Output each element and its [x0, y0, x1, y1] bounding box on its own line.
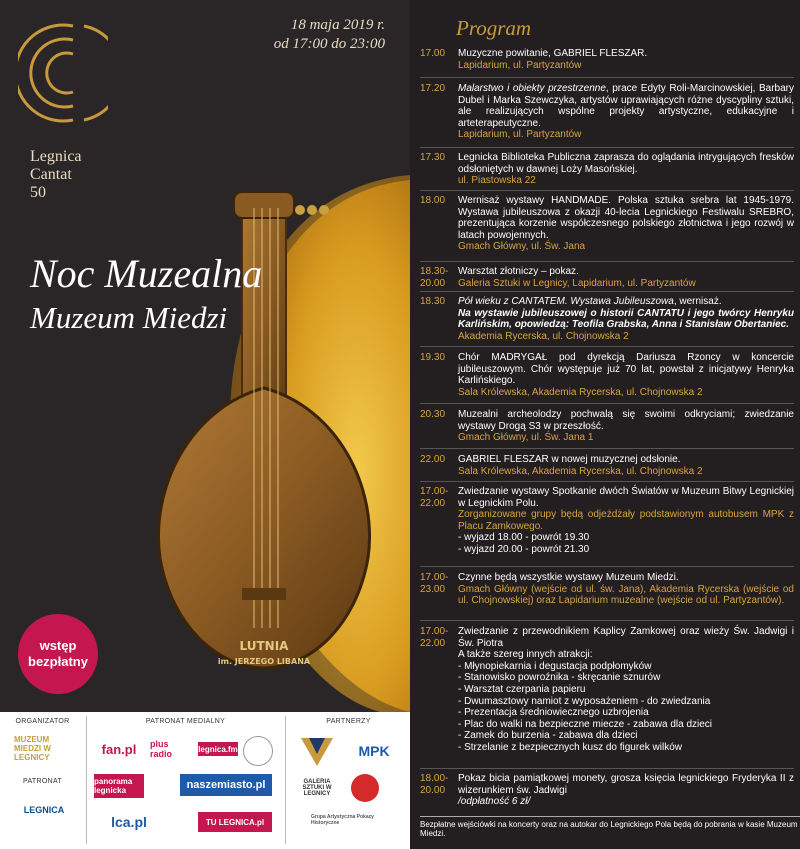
event-text: Czynne będą wszystkie wystawy Muzeum Miedzi. — [458, 572, 679, 583]
event-text: Chór MADRYGAŁ pod dyrekcją Dariusza Rzoncy w koncercie jubileuszowym. Chór występuje już 70 lat, powstał z inicjatywy Henryka Karlińskiego. — [458, 352, 794, 387]
list-item: - Zamek do burzenia - zabawa dla dzieci — [458, 730, 638, 742]
event-text: Pokaz bicia pamiątkowej monety, grosza księcia legnickiego Fryderyka II z wizerunkiem św. Jadwigi — [458, 773, 794, 796]
event-time: 22.00 — [420, 454, 446, 465]
partner-logo-grupa: Grupa Artystyczna Pokazy Historyczne — [311, 814, 374, 826]
time-text: od 17:00 do 23:00 — [273, 36, 385, 52]
event-location: Gmach Główny, ul. Św. Jana 1 — [458, 432, 594, 444]
media-logo-lca: lca.pl — [111, 814, 147, 830]
brand-line-2: Cantat — [30, 166, 72, 183]
event-5 — [420, 266, 794, 289]
event-7 — [420, 352, 794, 398]
list-item: - Warsztat czerpania papieru — [458, 683, 586, 695]
brand-line-3: 50 — [30, 184, 46, 201]
sponsors-strip — [0, 712, 410, 849]
event-1 — [420, 48, 794, 71]
free-entry-badge — [18, 614, 98, 694]
event-4 — [420, 195, 794, 253]
media-label: PATRONAT MEDIALNY — [145, 718, 226, 725]
media-logo-legnicafm: legnica.fm — [198, 742, 238, 756]
event-time-end: 22.00 — [420, 497, 446, 509]
event-location: Gmach Główny, ul. Św. Jana — [458, 241, 586, 253]
brand-line-1: Legnica — [30, 148, 82, 165]
media-logo-plus: plus radio — [150, 739, 173, 759]
event-text: , wernisaż. — [673, 296, 722, 307]
patron-logo: LEGNICA — [23, 805, 65, 815]
event-13 — [420, 773, 794, 808]
partner-logo-mpk: MPK — [358, 743, 390, 759]
event-date — [240, 16, 385, 54]
badge-line-1: wstęp — [39, 638, 77, 653]
event-text: GABRIEL FLESZAR w nowej muzycznej odsłonie. — [458, 454, 681, 465]
badge-line-2: bezpłatny — [28, 654, 88, 669]
event-time: 17.00- — [420, 572, 449, 583]
poster-title: Noc Muzealna — [30, 251, 263, 296]
event-location: Galeria Sztuki w Legnicy, Lapidarium, ul. Partyzantów — [458, 277, 696, 289]
program-panel — [410, 0, 800, 849]
lute-inscription-2: im. JERZEGO LIBANA — [217, 657, 311, 666]
event-2 — [420, 83, 794, 141]
event-time: 17.20 — [420, 83, 446, 94]
event-location: Sala Królewska, Akademia Rycerska, ul. Chojnowska 2 — [458, 386, 703, 398]
event-time-end: 22.00 — [420, 637, 446, 649]
footer-note: Bezpłatne wejściówki na koncerty oraz na autokar do Legnickiego Pola będą do pobrania w kasie Muzeum Miedzi. — [420, 816, 800, 838]
event-time: 17.00 — [420, 48, 446, 59]
list-item: - Plac do walki na bezpieczne miecze - zabawa dla dzieci — [458, 718, 713, 730]
event-time: 18.30 — [420, 296, 446, 307]
event-time: 17.00- — [420, 486, 449, 497]
partners-column — [287, 712, 410, 849]
event-9 — [420, 454, 794, 477]
list-item: - Strzelanie z bezpiecznych kusz do figurek wilków — [458, 741, 682, 753]
list-item: - Dwumasztowy namiot z wyposażeniem - do zwiedzania — [458, 695, 711, 707]
event-3 — [420, 152, 794, 187]
event-time: 20.30 — [420, 409, 446, 420]
event-extra: - wyjazd 18.00 - powrót 19.30 — [458, 532, 590, 544]
poster-subtitle: Muzeum Miedzi — [30, 300, 228, 335]
list-item: - Stanowisko powroźnika - skręcanie sznurów — [458, 672, 661, 684]
event-location: Gmach Główny (wejście od ul. św. Jana), Akademia Rycerska (wejście od ul. Chojnowskiej) oraz Lapidarium muzealne (wejście od ul. Partyzantów). — [458, 583, 794, 607]
event-10 — [420, 486, 794, 556]
event-location: Lapidarium, ul. Partyzantów — [458, 129, 582, 141]
event-location: ul. Piastowska 22 — [458, 175, 536, 187]
event-location: Zorganizowane grupy będą odjeżdżały podstawionym autobusem MPK z Placu Zamkowego. — [458, 509, 794, 532]
organizer-label: ORGANIZATOR — [15, 718, 70, 725]
event-text: Legnicka Biblioteka Publiczna zaprasza do oglądania intrygujących fresków odsłoniętych w dawnej Loży Masońskiej. — [458, 152, 794, 175]
event-text: Zwiedzanie wystawy Spotkanie dwóch Światów w Muzeum Bitwy Legnickiej w Legnickim Polu. — [458, 486, 794, 509]
event-text-bold: Na wystawie jubileuszowej o historii CANTATU i jego twórcy Henryku Karlińskim, opowiedzą: Teofila Grabska, Anna i Stanisław Obertaniec. — [458, 307, 794, 331]
partner-logo-round — [351, 774, 379, 802]
media-column — [88, 712, 283, 849]
event-text: Wernisaż wystawy HANDMADE. Polska sztuka srebra lat 1945-1979. Wystawa jubileuszowa z okazji 40-lecia Legnickiego Festiwalu SREBRO, prezentująca korzenie współczesnego polskiego złotnictwa i jego rozwój w latach powojennych. — [458, 195, 794, 241]
event-time: 19.30 — [420, 352, 446, 363]
event-text-italic: Malarstwo i obiekty przestrzenne — [458, 83, 606, 94]
event-time: 18.00 — [420, 195, 446, 206]
patron-label: PATRONAT — [23, 778, 62, 785]
media-logo-naszemiasto: naszemiasto.pl — [180, 774, 272, 796]
event-6 — [420, 296, 794, 342]
event-fee: /odpłatność 6 zł/ — [458, 796, 531, 808]
organizer-logo: MUZEUM MIEDZI W LEGNICY — [14, 734, 51, 762]
event-location: Akademia Rycerska, ul. Chojnowska 2 — [458, 330, 629, 342]
event-time: 17.00- — [420, 626, 449, 637]
cantat-logo-icon — [18, 20, 108, 130]
event-extra: - wyjazd 20.00 - powrót 21.30 — [458, 543, 590, 555]
partner-logo-galeria: GALERIA SZTUKI W LEGNICY — [302, 779, 332, 797]
event-text-italic: Pół wieku z CANTATEM. Wystawa Jubileuszowa — [458, 296, 674, 307]
event-text: , prace Edyty Roli-Marcinowskiej, Barbary Dubel i Marka Szewczyka, artystów uprawiających różne dyscypliny sztuki, ale realizujących wspólne projekty artystyczne, edukacyjne i arteterapeutyczne. — [458, 83, 795, 129]
event-time-end: 20.00 — [420, 277, 446, 289]
partner-logo-symbol — [297, 734, 337, 770]
event-time: 18.30- — [420, 266, 449, 277]
event-list-intro: A także szereg innych atrakcji: — [458, 649, 593, 661]
event-time-end: 23.00 — [420, 583, 446, 595]
event-text: Muzealni archeolodzy pochwalą się swoimi odkryciami; zwiedzanie wystawy Drogą S3 w przeszłość. — [458, 409, 794, 432]
list-item: - Młynopiekarnia i degustacja podpłomyków — [458, 660, 652, 672]
media-logo-fan: fan.pl — [101, 741, 137, 757]
event-12 — [420, 626, 794, 754]
event-8 — [420, 409, 794, 444]
event-text: Zwiedzanie z przewodnikiem Kaplicy Zamkowej oraz wieży Św. Jadwigi i Św. Piotra — [458, 626, 794, 649]
poster-panel — [0, 0, 410, 712]
lute-inscription-1: LUTNIA — [239, 639, 289, 653]
event-time-end: 20.00 — [420, 784, 446, 796]
event-text: Warsztat złotniczy – pokaz. — [458, 266, 579, 277]
event-text: Muzyczne powitanie, GABRIEL FLESZAR. — [458, 48, 648, 59]
media-logo-panorama: panorama legnicka — [94, 774, 144, 798]
event-time: 18.00- — [420, 773, 449, 784]
date-text: 18 maja 2019 r. — [290, 17, 385, 33]
event-11 — [420, 572, 794, 607]
event-location: Lapidarium, ul. Partyzantów — [458, 59, 582, 71]
event-location: Sala Królewska, Akademia Rycerska, ul. Chojnowska 2 — [458, 465, 703, 477]
organizer-column — [0, 712, 85, 849]
brand-text — [30, 148, 82, 202]
media-logo-tulegnica: TU LEGNICA.pl — [198, 812, 272, 832]
partners-label: PARTNERZY — [326, 718, 371, 725]
list-item: - Prezentacja średniowiecznego uzbrojenia — [458, 707, 649, 719]
event-time: 17.30 — [420, 152, 446, 163]
media-logo-round — [243, 736, 273, 766]
program-title: Program — [456, 16, 532, 40]
